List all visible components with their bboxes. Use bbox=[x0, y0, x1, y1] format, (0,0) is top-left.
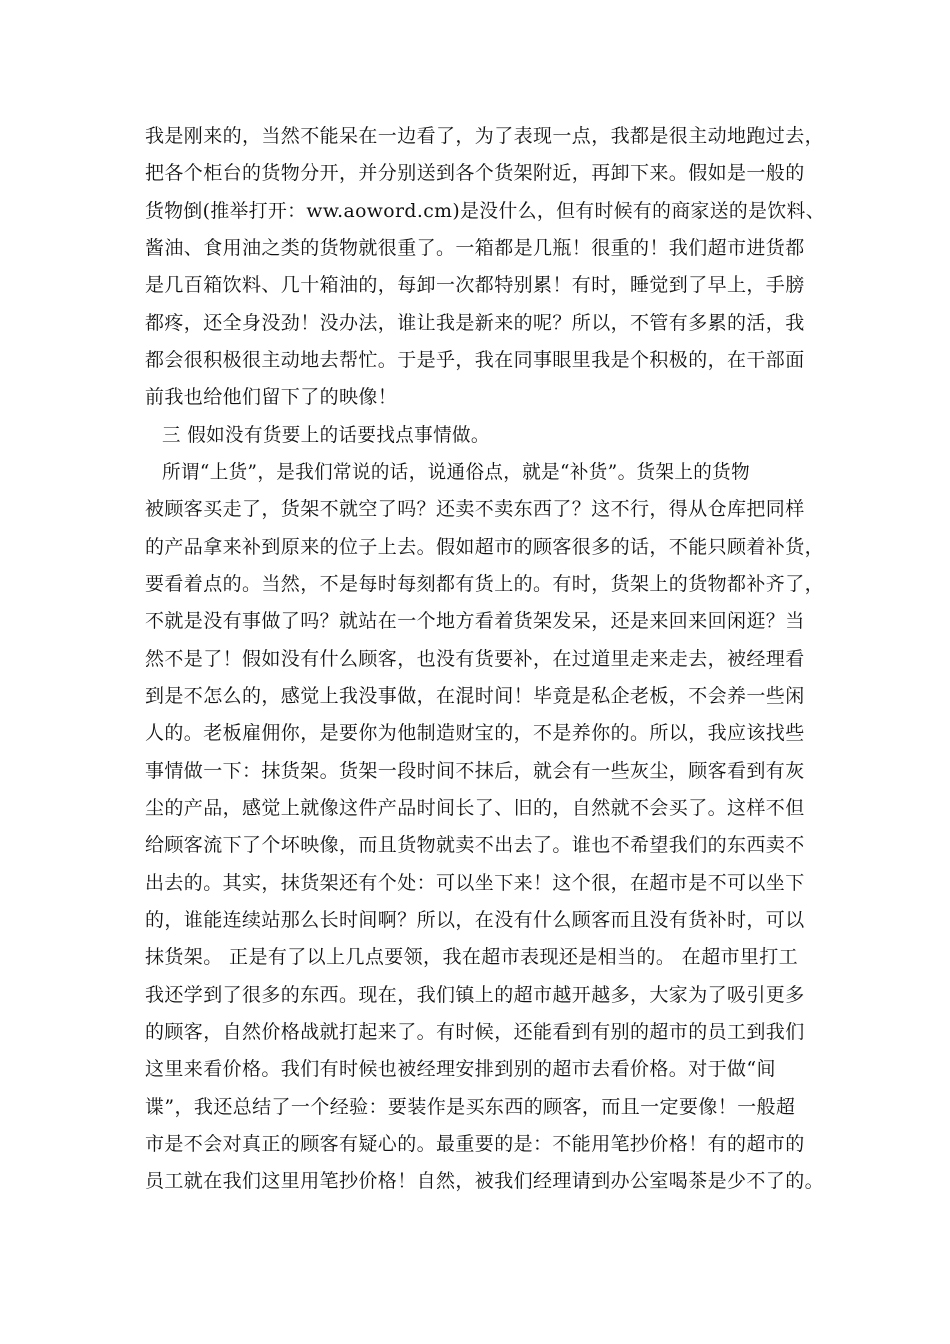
text-line: 酱油、食用油之类的货物就很重了。一箱都是几瓶！很重的！我们超市进货都 bbox=[145, 237, 805, 259]
text-line: 的产品拿来补到原来的位子上去。假如超市的顾客很多的话，不能只顾着补货， bbox=[145, 536, 825, 558]
text-line: 抹货架。 正是有了以上几点要领，我在超市表现还是相当的。 在超市里打工 bbox=[145, 946, 799, 968]
text-line: 我是刚来的，当然不能呆在一边看了，为了表现一点，我都是很主动地跑过去， bbox=[145, 125, 825, 147]
text-line: 的，谁能连续站那么长时间啊？所以，在没有什么顾客而且没有货补时，可以 bbox=[145, 909, 805, 931]
text-line: 货物倒(推举打开：ww.aoword.cm)是没什么，但有时候有的商家送的是饮料、 bbox=[145, 200, 825, 222]
text-line: 被顾客买走了，货架不就空了吗？还卖不卖东西了？这不行，得从仓库把同样 bbox=[145, 498, 805, 520]
text-line: 员工就在我们这里用笔抄价格！自然，被我们经理请到办公室喝茶是少不了的。 bbox=[145, 1170, 825, 1192]
text-line: 前我也给他们留下了的映像！ bbox=[145, 386, 398, 408]
text-line: 到是不怎么的，感觉上我没事做，在混时间！毕竟是私企老板，不会养一些闲 bbox=[145, 685, 805, 707]
text-line: 谍”，我还总结了一个经验：要装作是买东西的顾客，而且一定要像！一般超 bbox=[145, 1096, 796, 1118]
text-line: 要看着点的。当然，不是每时每刻都有货上的。有时，货架上的货物都补齐了， bbox=[145, 573, 825, 595]
text-line: 我还学到了很多的东西。现在，我们镇上的超市越开越多，大家为了吸引更多 bbox=[145, 984, 805, 1006]
section-heading: 三 假如没有货要上的话要找点事情做。 bbox=[162, 424, 490, 446]
text-line: 把各个柜台的货物分开，并分别送到各个货架附近，再卸下来。假如是一般的 bbox=[145, 162, 805, 184]
text-line: 事情做一下：抹货架。货架一段时间不抹后，就会有一些灰尘，顾客看到有灰 bbox=[145, 760, 805, 782]
text-line: 都疼，还全身没劲！没办法，谁让我是新来的呢？所以，不管有多累的活，我 bbox=[145, 312, 805, 334]
text-line: 人的。老板雇佣你，是要你为他制造财宝的，不是养你的。所以，我应该找些 bbox=[145, 722, 805, 744]
text-line: 然不是了！假如没有什么顾客，也没有货要补，在过道里走来走去，被经理看 bbox=[145, 648, 805, 670]
text-line: 市是不会对真正的顾客有疑心的。最重要的是：不能用笔抄价格！有的超市的 bbox=[145, 1133, 805, 1155]
text-line: 这里来看价格。我们有时候也被经理安排到别的超市去看价格。对于做“间 bbox=[145, 1058, 776, 1080]
text-line: 的顾客，自然价格战就打起来了。有时候，还能看到有别的超市的员工到我们 bbox=[145, 1021, 805, 1043]
text-line: 都会很积极很主动地去帮忙。于是乎，我在同事眼里我是个积极的，在干部面 bbox=[145, 349, 805, 371]
text-line: 是几百箱饮料、几十箱油的，每卸一次都特别累！有时，睡觉到了早上，手膀 bbox=[145, 274, 805, 296]
text-line: 尘的产品，感觉上就像这件产品时间长了、旧的，自然就不会买了。这样不但 bbox=[145, 797, 805, 819]
text-line: 出去的。其实，抹货架还有个处：可以坐下来！这个很，在超市是不可以坐下 bbox=[145, 872, 805, 894]
text-line: 给顾客流下了个坏映像，而且货物就卖不出去了。谁也不希望我们的东西卖不 bbox=[145, 834, 805, 856]
text-line: 不就是没有事做了吗？就站在一个地方看着货架发呆，还是来回来回闲逛？当 bbox=[145, 610, 805, 632]
text-line: 所谓“上货”，是我们常说的话，说通俗点，就是“补货”。货架上的货物 bbox=[162, 461, 750, 483]
